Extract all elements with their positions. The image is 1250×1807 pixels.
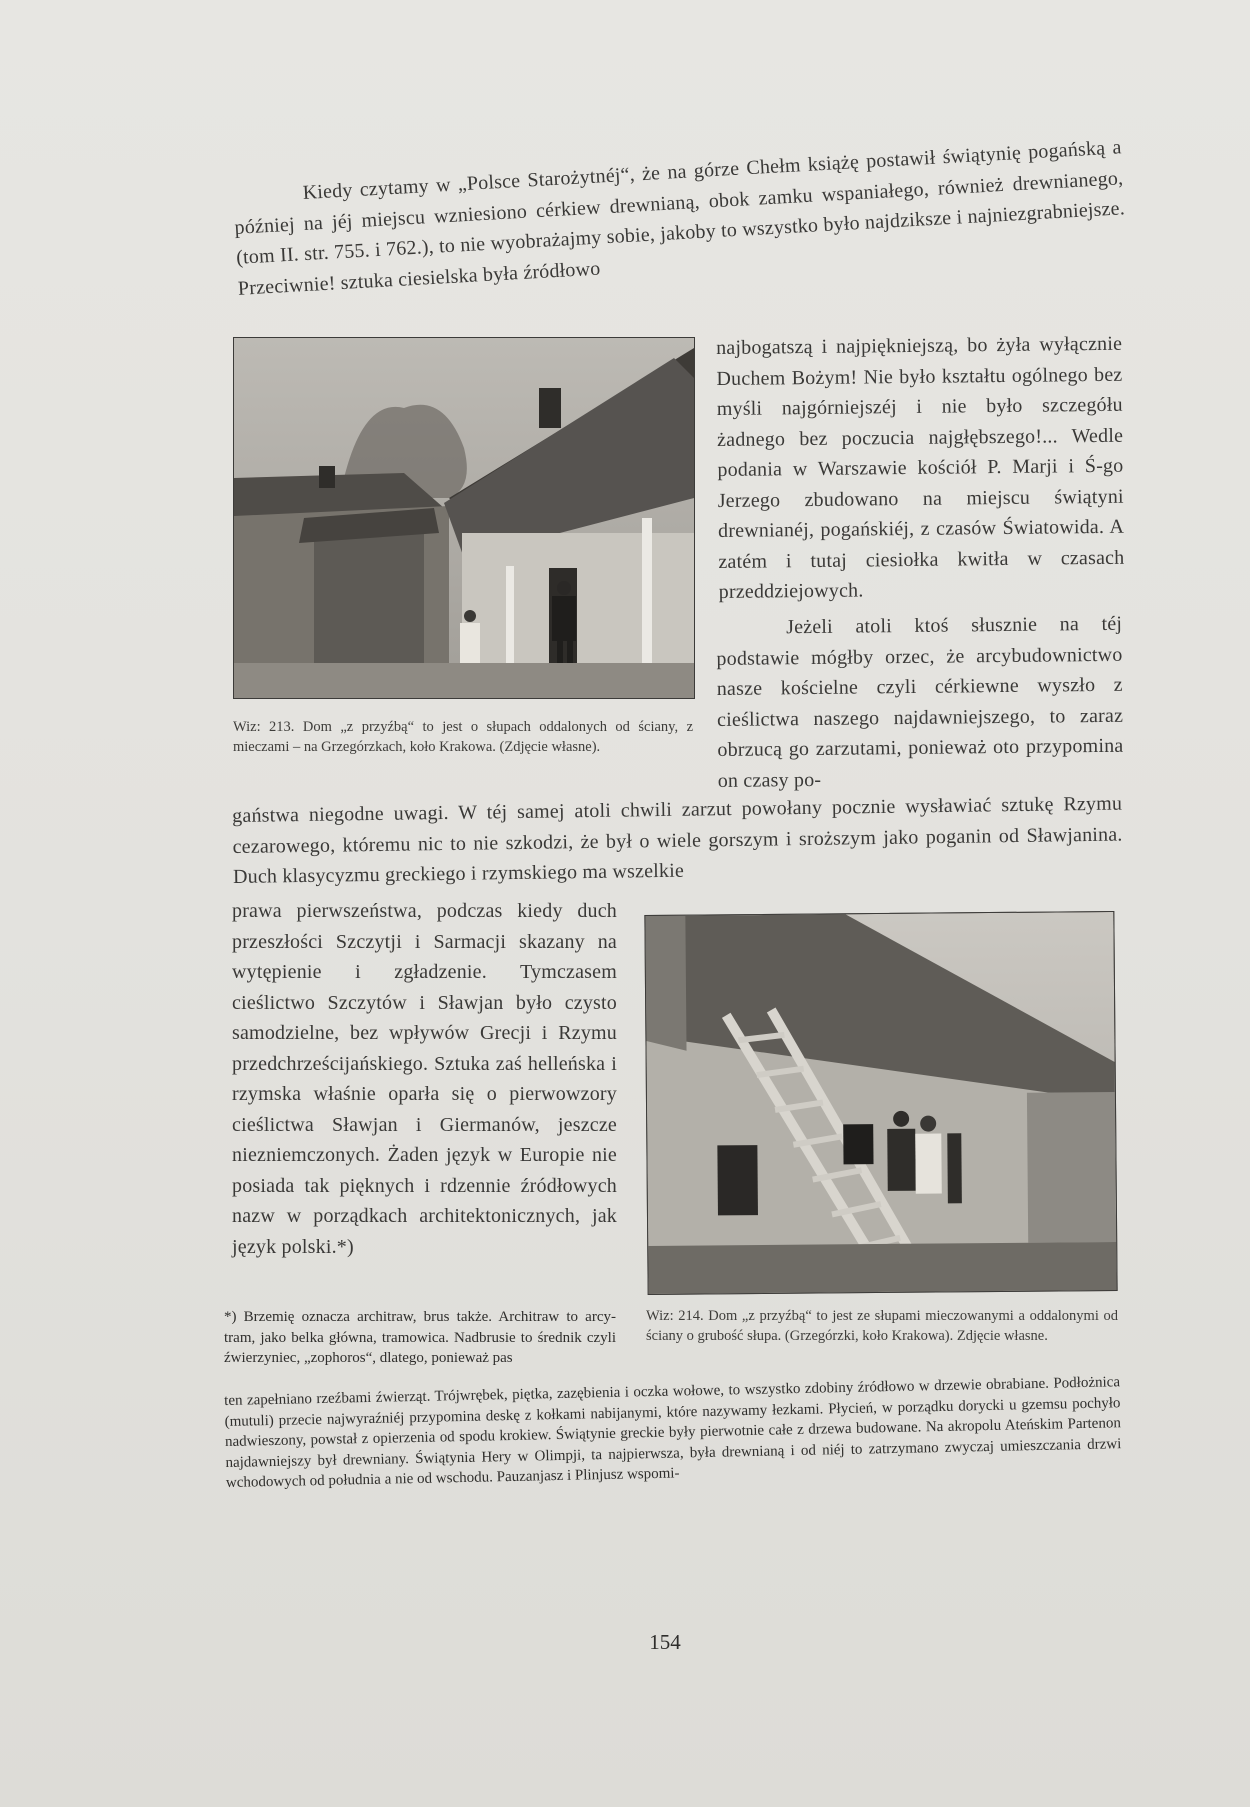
paragraph-continuation-full-width: gaństwa niegodne uwagi. W téj samej atoli chwili zarzut powołany pocznie wysławiać sztukę Rzymu cezarowego, któremu nic to nie szkodzi, że był o wiele gorszym i sroższym jako poganin od Sławjanina. Duch klasycyzmu greckiego i rzymskiego ma wszelkie bbox=[232, 792, 1123, 888]
paragraph-left-column: prawa pierwszeństwa, podczas kiedy duch przeszłości Szczytji i Sarmacji skazany na wytępienie i zgładzenie. Tymczasem cieślictwo Szczytów i Sławjan było czysto samodzielne, bez wpływów Grecji i Rzymu przedchrześcijańskiego. Sztuka zaś helleńska i rzymska właśnie oparła się o pierwowzory cieślictwa Sławjan i Giermanów, jeszcze niezniemczonych. Żaden język w Europie nie posiada tak pięknych i rdzennie źródłowych nazw w porządkach architektonicznych, jak język polski.*) bbox=[232, 900, 617, 1258]
footnote-continuation: ten zapełniano rzeźbami źwierząt. Trójwrębek, piętka, zazębienia i oczka wołowe, to wszystko zdobiny źródłowo w drzewie obrabiane. Podłożnica (mutuli) przecie najwyraźniéj przypomina deskę z kołkami nabijanymi, które nazywamy łezkami. Płycień, w porządku dorycki u gzemsu pochyło nadwieszony, powstał z opierzenia od spodu krokiew. Świątynie greckie były pierwotnie całe z drzewa budowane. Na akropolu Ateńskim Partenon najdawniejszy był drewniany. Świątynia Hery w Olimpji, ta najpierwsza, była drewnianą i od niéj to zatrzymano zwyczaj umieszczania drzwi wchodowych od południa a nie od wschodu. Pauzanjasz i Plinjusz wspomi- bbox=[224, 1374, 1122, 1491]
photo-illustration bbox=[234, 338, 694, 698]
paragraph-continuation bbox=[716, 609, 1124, 796]
page-number: 154 bbox=[649, 1630, 681, 1654]
photo-thatched-house-ladder-214 bbox=[644, 911, 1117, 1295]
paragraph-right-column: najbogatszą i najpiękniejszą, bo żyła wyłącznie Duchem Bożym! Nie było kształtu ogólnego bez myśli najgórniejszéj i nie było szczegółu żadnego bez poczucia najgłębszego!... Wedle podania w Warszawie kościół P. Marji i Ś-go Jerzego zbudowano na miejscu świątyni drewnianéj, pogańskiéj, z czasów Światowida. A zatém i tutaj ciesiołka kwitła w czasach przeddziejowych. bbox=[716, 332, 1125, 603]
figure-213-caption: Wiz: 213. Dom „z przyźbą“ to jest o słupach oddalonych od ściany, z mieczami – na Grzegórzkach, koło Krakowa. (Zdjęcie własne). bbox=[233, 719, 693, 755]
paragraph-3-start: Jeżeli atoli ktoś słusznie na téj podstawie mógłby orzec, że arcybudownictwo nasze kościelne czyli cérkiewne wyszło z cieślictwa naszego najdawniejszego, to zaraz obrzucą go zarzutami, ponieważ oto przypomina on czasy po- bbox=[716, 612, 1124, 792]
photo-illustration bbox=[645, 912, 1116, 1294]
footnote-start: *) Brzemię oznacza architraw, brus także. Architraw to arcy-tram, jako belka główna, tramowica. Nadbrusie to średnik czyli źwierzyniec, „zophoros“, dlatego, ponieważ pas bbox=[224, 1309, 616, 1366]
figure-214-caption: Wiz: 214. Dom „z przyźbą“ to jest ze słupami mieczowanymi a oddalonymi od ściany o grubość słupa. (Grzegórzki, koło Krakowa). Zdjęcie własne. bbox=[646, 1308, 1118, 1344]
paragraph-intro: Kiedy czytamy w „Polsce Starożytnéj“, że na górze Chełm książę postawił świątynię pogańską a później na jéj miejscu wzniesiono cérkiew drewnianą, obok zamku wspaniałego, również drewnianego, (tom II. str. 755. i 762.), to nie wyobrażajmy sobie, jakoby to wszystko było najdziksze i najniezgrabniejsze. Przeciwnie! sztuka ciesielska była źródłowo bbox=[233, 136, 1126, 300]
photo-house-with-porch-213 bbox=[233, 337, 695, 699]
